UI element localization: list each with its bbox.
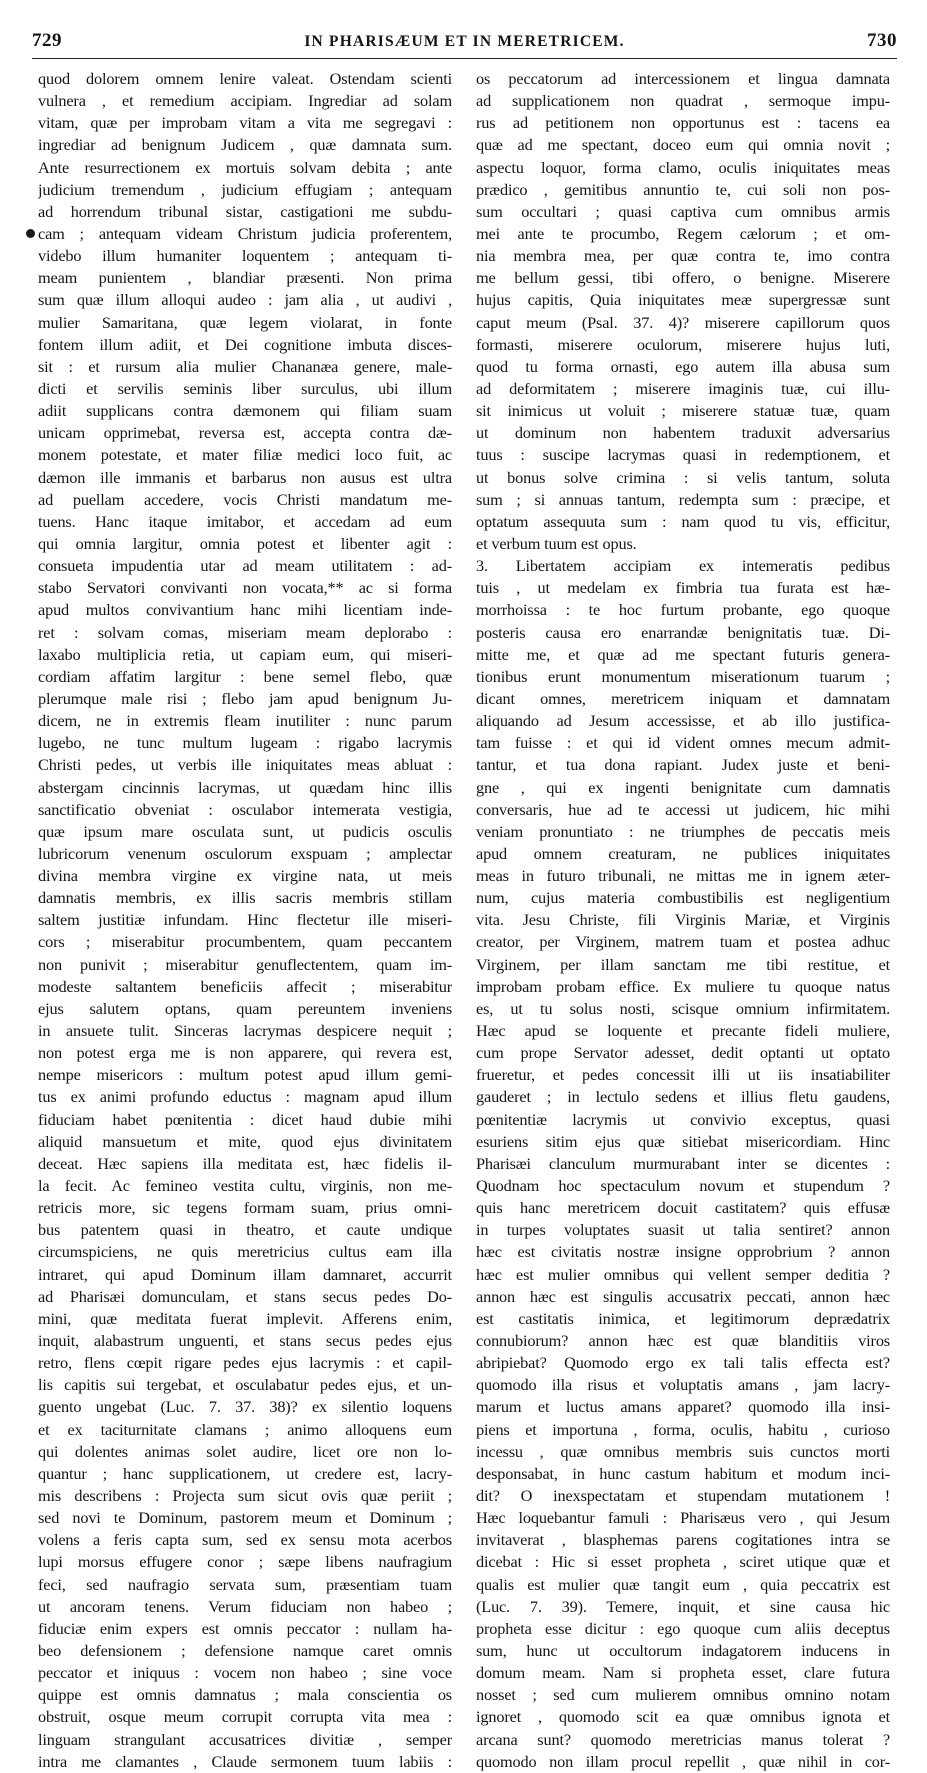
text-line: fiduciam habet pœnitentia : dicet haud dubie mihi xyxy=(38,1109,452,1129)
text-line: lugebo, ne tunc multum lugeam : rigabo lacrymis xyxy=(38,733,452,753)
text-line: plerumque male risi ; flebo jam apud benignum Ju- xyxy=(38,688,452,708)
text-line: quomodo illa risus et voluptatis amans , jam lacry- xyxy=(476,1375,890,1395)
text-line: ut ancoram tenens. Verum fiduciam non habeo ; xyxy=(38,1596,452,1616)
text-line: Virginem, per illam sanctam me tibi restitue, et xyxy=(476,954,890,974)
text-line: incessu , quæ omnibus membris suis cunctos morti xyxy=(476,1441,890,1461)
text-line: ingrediar ad benignum Judicem , quæ damnata sum. xyxy=(38,135,452,155)
text-line: et ex taciturnitate clamans ; animo alloquens eum xyxy=(38,1419,452,1439)
text-line: stabo Servatori convivanti non vocata,** ac si forma xyxy=(38,578,452,598)
text-line: sum occultari ; quasi captiva cum omnibus armis xyxy=(476,201,890,221)
text-line: qui dolentes animas solet audire, licet ore non lo- xyxy=(38,1441,452,1461)
text-line: apud multos convivantium hanc mihi licentiam inde- xyxy=(38,600,452,620)
text-line: sum, hunc ut occultorum indagatorem inducens in xyxy=(476,1640,890,1660)
text-line: pœnitentiæ lacrymis ut convivio exceptus, quasi xyxy=(476,1109,890,1129)
text-line: unicam opprimebat, reversa est, accepta contra dæ- xyxy=(38,423,452,443)
text-line: la fecit. Ac femineo vestita cultu, virginis, non me- xyxy=(38,1176,452,1196)
text-line: laxabo multiplicia retia, ut capiam eum, qui miseri- xyxy=(38,644,452,664)
text-line: hujus capitis, Quia iniquitates meæ supergressæ sunt xyxy=(476,290,890,310)
text-line: vulnera , et remedium accipiam. Ingrediar ad solam xyxy=(38,91,452,111)
text-line: aliquid mansuetum et mite, quod ejus divinitatem xyxy=(38,1131,452,1151)
text-line: gauderet ; in lectulo sedens et illius fletu gaudens, xyxy=(476,1087,890,1107)
text-line: piens et importuna , forma, oculis, habitu , curioso xyxy=(476,1419,890,1439)
right-column xyxy=(476,68,890,1773)
text-line: intra me clamantes , Claude sermonem tuum labiis : xyxy=(38,1751,452,1771)
text-line: peccator et iniquus : vocem non habeo ; sine voce xyxy=(38,1663,452,1683)
text-line: mitte me, et quæ ad me spectant futuris genera- xyxy=(476,644,890,664)
running-header xyxy=(32,30,897,54)
margin-bullet-mark xyxy=(26,229,35,238)
text-line: ad puellam accedere, vocis Christi mandatum me- xyxy=(38,489,452,509)
text-line: videbo illum humaniter loquentem ; antequam ti- xyxy=(38,246,452,266)
text-line: quomodo non illam procul repellit , quæ nihil in cor- xyxy=(476,1751,890,1771)
text-line: beo defensionem ; defensione namque caret omnis xyxy=(38,1640,452,1660)
text-line: nosset ; sed cum mulierem omnibus omnino notam xyxy=(476,1685,890,1705)
text-line: aspectu loquor, forma clamo, oculis iniquitates meas xyxy=(476,157,890,177)
text-line: linguam strangulant accusatrices divitiæ , semper xyxy=(38,1729,452,1749)
text-line: monem potestate, et mater filiæ medici loco fuit, ac xyxy=(38,445,452,465)
text-line: sit : et rursum alia mulier Chananæa genere, male- xyxy=(38,356,452,376)
text-line: abripiebat? Quomodo ergo ex tali talis effecta est? xyxy=(476,1353,890,1373)
text-line: quæ ipsum mare osculata sunt, ut pudicis osculis xyxy=(38,821,452,841)
text-line: posteris causa ero enarrandæ benignitatis tuæ. Di- xyxy=(476,622,890,642)
text-line: qualis est mulier quæ tangit eum , quia peccatrix est xyxy=(476,1574,890,1594)
text-line: et verbum tuum est opus. xyxy=(476,533,637,553)
text-line: frueretur, et pedes concessit illi ut iis insatiabiliter xyxy=(476,1065,890,1085)
text-line: dicant omnes, meretricem iniquam et damnatam xyxy=(476,688,890,708)
text-line: me bellum gessi, tibi offero, o benigne. Miserere xyxy=(476,268,890,288)
text-line: cors ; miserabitur procumbentem, quam peccantem xyxy=(38,932,452,952)
page-number-left: 729 xyxy=(32,30,62,51)
text-line: lubricorum venenum osculorum exspuam ; amplectar xyxy=(38,843,452,863)
text-line: adiit supplicans contra dæmonem qui filiam suam xyxy=(38,401,452,421)
text-line: tantur, et tua dona rapiant. Judex juste et beni- xyxy=(476,755,890,775)
text-line: tionibus erunt monumentum miserationum tuarum ; xyxy=(476,666,890,686)
text-line: dicebat : Hic si esset propheta , sciret utique quæ et xyxy=(476,1552,890,1572)
text-line: ad deformitatem ; miserere imaginis tuæ, cui illu- xyxy=(476,378,890,398)
text-line: num, cujus materia combustibilis est negligentium xyxy=(476,888,890,908)
text-line: ad horrendum tribunal sistar, castigationi me subdu- xyxy=(38,201,452,221)
text-line: obstruit, osque meum corrupit corrupta vita mea : xyxy=(38,1707,452,1727)
text-line: Pharisæi clanculum murmurabant inter se dicentes : xyxy=(476,1153,890,1173)
text-line: mis describens : Projecta sum sicut ovis quæ periit ; xyxy=(38,1486,452,1505)
text-line: es, ut tu solus nosti, scisque omnium infirmitatem. xyxy=(476,998,890,1018)
text-line: sed novi te Dominum, pastorem meum et Dominum ; xyxy=(38,1508,452,1528)
text-line: tuus : suscipe lacrymas quasi in redemptionem, et xyxy=(476,445,890,465)
text-line: Quodnam hoc spectaculum novum et stupendum ? xyxy=(476,1176,890,1196)
text-line: Christi pedes, ut verbis ille iniquitates meas abluat : xyxy=(38,755,452,775)
text-line: rus ad petitionem non opportunus est : tacens ea xyxy=(476,113,890,133)
text-line: dicem, ne in extremis fleam inutiliter : nunc parum xyxy=(38,711,452,731)
text-line: consueta impudentia utar ad meam utilitatem : ad- xyxy=(38,556,452,576)
text-line: os peccatorum ad intercessionem et lingua damnata xyxy=(476,69,890,88)
text-line: 3. Libertatem accipiam ex intemeratis pedibus xyxy=(476,556,890,576)
text-line: Hæc apud se loquente et precante fideli muliere, xyxy=(476,1021,890,1041)
text-line: veniam pronuntiato : ne triumphes de peccatis meis xyxy=(476,821,890,841)
text-line: vitam, quæ per improbam vitam a vita me segregavi : xyxy=(38,113,452,133)
text-line: damnatis membris, ex illis sacris membris stillam xyxy=(38,888,452,908)
text-line: quippe est omnis damnatus ; mala conscientia os xyxy=(38,1685,452,1705)
text-line: propheta esse dicitur : ego quoque cum aliis deceptus xyxy=(476,1618,890,1638)
text-line: volens a feris capta sum, sed ex sensu mota acerbos xyxy=(38,1530,452,1550)
text-line: Hæc loquebantur famuli : Pharisæus vero , qui Jesum xyxy=(476,1508,890,1528)
text-line: intraret, qui apud Dominum illam damnaret, accurrit xyxy=(38,1264,452,1284)
text-line: invitaverat , blasphemas parens cogitationes intra se xyxy=(476,1530,890,1550)
text-line: dit? O inexspectatam et stupendam mutationem ! xyxy=(476,1486,890,1505)
text-line: judicium tremendum , judicium effugiam ; antequam xyxy=(38,179,452,199)
text-line: non punivit ; miserabitur genuflectentem, quam im- xyxy=(38,954,452,974)
text-line: fontem illum adiit, et Dei cognitione imbuta disces- xyxy=(38,334,452,354)
text-line: tus ex animi profundo eductus : magnam apud illum xyxy=(38,1087,452,1107)
text-line: retro, flens cœpit rigare pedes ejus lacrymis : et capil- xyxy=(38,1353,452,1373)
text-line: nempe misericors : multum potest apud illum gemi- xyxy=(38,1065,452,1085)
text-line: saltem justitiæ infundam. Hinc flectetur ille miseri- xyxy=(38,910,452,930)
text-line: qui omnia largitur, omnia potest et libenter agit : xyxy=(38,533,452,553)
text-line: mulier Samaritana, quæ legem violarat, in fonte xyxy=(38,312,452,332)
text-line: aliquando ad Jesum accessisse, et ab illo justifica- xyxy=(476,711,890,731)
text-line: prædico , gemitibus annuntio te, cui soli non pos- xyxy=(476,179,890,199)
text-line: sit inimicus ut voluit ; miserere statuæ tuæ, quam xyxy=(476,401,890,421)
text-line: inquit, alabastrum unguenti, et stans secus pedes ejus xyxy=(38,1331,452,1351)
text-line: fiduciæ enim expers est omnis peccator : nullam ha- xyxy=(38,1618,452,1638)
text-line: dicti et servilis seminis liber surculus, ubi illum xyxy=(38,378,452,398)
text-line: improbam probam effice. Ex muliere tu quoque natus xyxy=(476,976,890,996)
text-line: quod tu forma ornasti, ego autem illa abusa sum xyxy=(476,356,890,376)
text-line: ret : solvam comas, miseriam meam deplorabo : xyxy=(38,622,452,642)
text-line: quæ ad me spectant, doceo eum qui omnia novit ; xyxy=(476,135,890,155)
text-line: guento ungebat (Luc. 7. 37. 38)? ex silentio loquens xyxy=(38,1397,452,1417)
text-line: tuens. Hanc itaque imitabor, et accedam ad eum xyxy=(38,511,452,531)
text-line: in ansuete tulit. Sinceras lacrymas despicere nequit ; xyxy=(38,1021,452,1041)
text-line: marum et luctus amans apparet? quomodo illa insi- xyxy=(476,1397,890,1417)
text-line: gne , qui ex ingenti benignitate cum damnatis xyxy=(476,777,890,797)
text-line: tam fuisse : et qui id vident omnes mecum admit- xyxy=(476,733,890,753)
text-line: in turpes voluptates suasit ut talia sentiret? annon xyxy=(476,1220,890,1240)
text-line: mei ante te procumbo, Regem cælorum ; et om- xyxy=(476,223,890,243)
text-line: abstergam cincinnis lacrymas, ut quædam hinc illis xyxy=(38,777,452,797)
text-line: dæmon ille immanis et barbarus non ausus est ultra xyxy=(38,467,452,487)
text-line: optatum assequuta sum : nam quod tu vis, efficitur, xyxy=(476,511,890,531)
page-number-right: 730 xyxy=(867,30,897,51)
text-line: annon hæc est singulis accusatrix peccati, annon hæc xyxy=(476,1286,890,1306)
text-line: ut dominum non habentem traduxit adversarius xyxy=(476,423,890,443)
text-line: (Luc. 7. 39). Temere, inquit, et sine causa hic xyxy=(476,1596,890,1616)
text-line: modeste saltantem beneficiis affecit ; miserabitur xyxy=(38,976,452,996)
text-line: cum prope Servator adesset, dedit optanti ut optato xyxy=(476,1043,890,1063)
header-rule xyxy=(32,58,897,59)
text-line: hæc est civitatis nostræ insigne opprobrium ? annon xyxy=(476,1242,890,1262)
text-line: ejus salutem optans, quam pereuntem inveniens xyxy=(38,998,452,1018)
text-line: creator, per Virginem, matrem tuam et postea adhuc xyxy=(476,932,890,952)
text-line: lis capitis sui tergebat, et osculabatur pedes ejus, et un- xyxy=(38,1375,452,1395)
text-line: circumspiciens, ne quis meretricius cultus eam illa xyxy=(38,1242,452,1262)
text-line: vita. Jesu Christe, fili Virginis Mariæ, et Virginis xyxy=(476,910,890,930)
text-line: sum ; si annuas tantum, redempta sum : præcipe, et xyxy=(476,489,890,509)
text-line: deceat. Hæc sapiens illa meditata est, hæc fidelis il- xyxy=(38,1153,452,1173)
text-line: feci, sed naufragio servata sum, præsentiam tuam xyxy=(38,1574,452,1594)
text-line: divina membra virgine ex virgine nata, ut meis xyxy=(38,866,452,886)
text-line: sum quæ illum alloqui audeo : jam alia , ut audivi , xyxy=(38,290,452,310)
text-line: sanctificatio obveniat : osculabor intemerata vestigia, xyxy=(38,799,452,819)
text-line: lupi morsus effugere conor ; sæpe libens naufragium xyxy=(38,1552,452,1572)
text-line: quantur ; hanc supplicationem, ut credere est, lacry- xyxy=(38,1463,452,1483)
running-title: IN PHARISÆUM ET IN MERETRICEM. xyxy=(304,33,625,50)
text-line: hæc est mulier omnibus qui vellent semper deditia ? xyxy=(476,1264,890,1284)
text-line: caput meum (Psal. 37. 4)? miserere capillorum quos xyxy=(476,312,890,332)
text-line: meam punientem , blandiar præsenti. Non prima xyxy=(38,268,452,288)
text-line: ignoret , quomodo scit ea quæ omnibus ignota et xyxy=(476,1707,890,1727)
text-line: connubiorum? annon hæc est quæ blanditiis viros xyxy=(476,1331,890,1351)
text-line: tuis , ut medelam ex fimbria tua furata est hæ- xyxy=(476,578,890,598)
text-line: esuriens sitim ejus quæ sitiebat misericordiam. Hinc xyxy=(476,1131,890,1151)
text-line: bus patentem quasi in theatro, et caute undique xyxy=(38,1220,452,1240)
text-line: arcana sunt? quomodo meretricias manus tolerat ? xyxy=(476,1729,890,1749)
text-line: cam ; antequam videam Christum judicia proferentem, xyxy=(38,223,452,243)
text-line: desponsabat, in hunc castum habitum et modum inci- xyxy=(476,1463,890,1483)
text-line: non potest erga me is non apparere, qui revera est, xyxy=(38,1043,452,1063)
left-column xyxy=(38,68,452,1773)
text-line: ad Pharisæi domunculam, et stans secus pedes Do- xyxy=(38,1286,452,1306)
text-line: quis hanc meretricem docuit castitatem? quis effusæ xyxy=(476,1198,890,1218)
text-line: formasti, miserere oculorum, miserere hujus luti, xyxy=(476,334,890,354)
text-line: domum meam. Nam si propheta esset, clare futura xyxy=(476,1663,890,1683)
text-line: retricis more, sic tegens formam suam, prius omni- xyxy=(38,1198,452,1218)
text-line: mini, quæ meditata fuerat implevit. Afferens enim, xyxy=(38,1308,452,1328)
text-line: quod dolorem omnem lenire valeat. Ostendam scienti xyxy=(38,69,452,88)
text-line: apud omnem creaturam, ne publices iniquitates xyxy=(476,843,890,863)
text-line: nia membra mea, per quæ contra te, imo contra xyxy=(476,246,890,266)
text-line: est castitatis inimica, et legitimorum deprædatrix xyxy=(476,1308,890,1328)
text-line: cordiam affatim largitur : bene semel flebo, quæ xyxy=(38,666,452,686)
text-line: morrhoissa : te hoc furtum probante, ego quoque xyxy=(476,600,890,620)
text-line: ad supplicationem non quadrat , sermoque impu- xyxy=(476,91,890,111)
text-line: ut bonus solve crimina : si velis tantum, soluta xyxy=(476,467,890,487)
text-line: Ante resurrectionem ex mortuis solvam debita ; ante xyxy=(38,157,452,177)
text-line: conversaris, hue ad te accessi ut judicem, hic mihi xyxy=(476,799,890,819)
text-line: meas in futuro tribunali, ne mittas me in ignem æter- xyxy=(476,866,890,886)
